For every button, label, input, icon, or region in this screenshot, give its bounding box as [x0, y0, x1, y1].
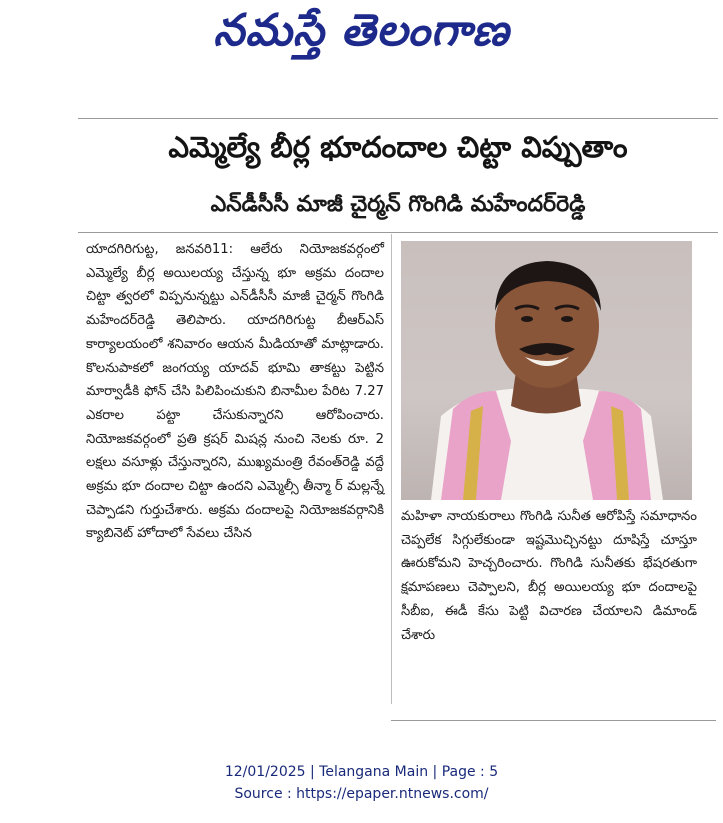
masthead-title: నమస్తే తెలంగాణ	[213, 5, 510, 56]
headline-top-rule	[78, 118, 718, 119]
masthead	[0, 0, 723, 72]
subhead-bottom-rule	[78, 232, 718, 233]
article-body-right-column: మహిళా నాయకురాలు గొంగిడి సునీత ఆరోపిస్తే సమాధానం చెప్పలేక సిగ్గులేకుండా ఇష్టమొచ్చినట్టు దూషిస్తే చూస్తూ ఊరుకోమని హెచ్చరించారు. గొంగిడి సునీతకు భేషరతుగా క్షమాపణలు చెప్పాలని, బీర్ల అయిలయ్య భూ దందాలపై సీబీఐ, ఈడీ కేసు పెట్టి విచారణ చేయాలని డిమాండ్ చేశారు	[401, 509, 697, 643]
portrait-photo	[401, 241, 692, 500]
article-headline: ఎమ్మెల్యే బీర్ల భూదందాల చిట్టా విప్పుతాం	[168, 130, 628, 164]
footer-source-line: Source : https://epaper.ntnews.com/	[234, 786, 489, 802]
article-body-left-column: యాదగిరిగుట్ట, జనవరి11: ఆలేరు నియోజకవర్గంలో ఎమ్మెల్యే బీర్ల అయిలయ్య చేస్తున్న భూ అక్రమ దందాల చిట్టా త్వరలో విప్పనున్నట్టు ఎన్‌డీసీసీ మాజీ చైర్మన్ గొంగిడి మహేందర్‌రెడ్డి తెలిపారు. యాదగిరిగుట్ట బీఆర్‌ఎస్ కార్యాలయంలో శనివారం ఆయన మీడియాతో మాట్లాడారు. కొలనుపాకలో జంగయ్య యాదవ్ భూమి తాకట్టు పెట్టిన మార్వాడీకి ఫోన్ చేసి పిలిపించుకుని బినామీల పేరిట 7.27 ఎకరాల పట్టా చేసుకున్నారని ఆరోపించారు. నియోజకవర్గంలో ప్రతి క్రషర్ మిషన్ల నుంచి నెలకు రూ. 2 లక్షలు వసూళ్లు చేస్తున్నారని, ముఖ్యమంత్రి రేవంత్‌రెడ్డి వద్దే అక్రమ భూ దందాల చిట్టా ఉందని ఎమ్మెల్సీ తీన్మా ర్ మల్లన్నే చెప్పాడని గుర్తుచేశారు. అక్రమ దందాలపై నియోజకవర్గానికి క్యాబినెట్ హోదాలో సేవలు చేసిన	[86, 242, 384, 542]
footer-edition-line: 12/01/2025 | Telangana Main | Page : 5	[224, 764, 499, 780]
portrait-illustration	[401, 241, 692, 500]
article-subheadline: ఎన్‌డీసీసీ మాజీ చైర్మన్ గొంగిడి మహేందర్‌రెడ్డి	[210, 192, 586, 217]
column-divider	[391, 234, 392, 704]
article-bottom-rule	[391, 720, 716, 721]
